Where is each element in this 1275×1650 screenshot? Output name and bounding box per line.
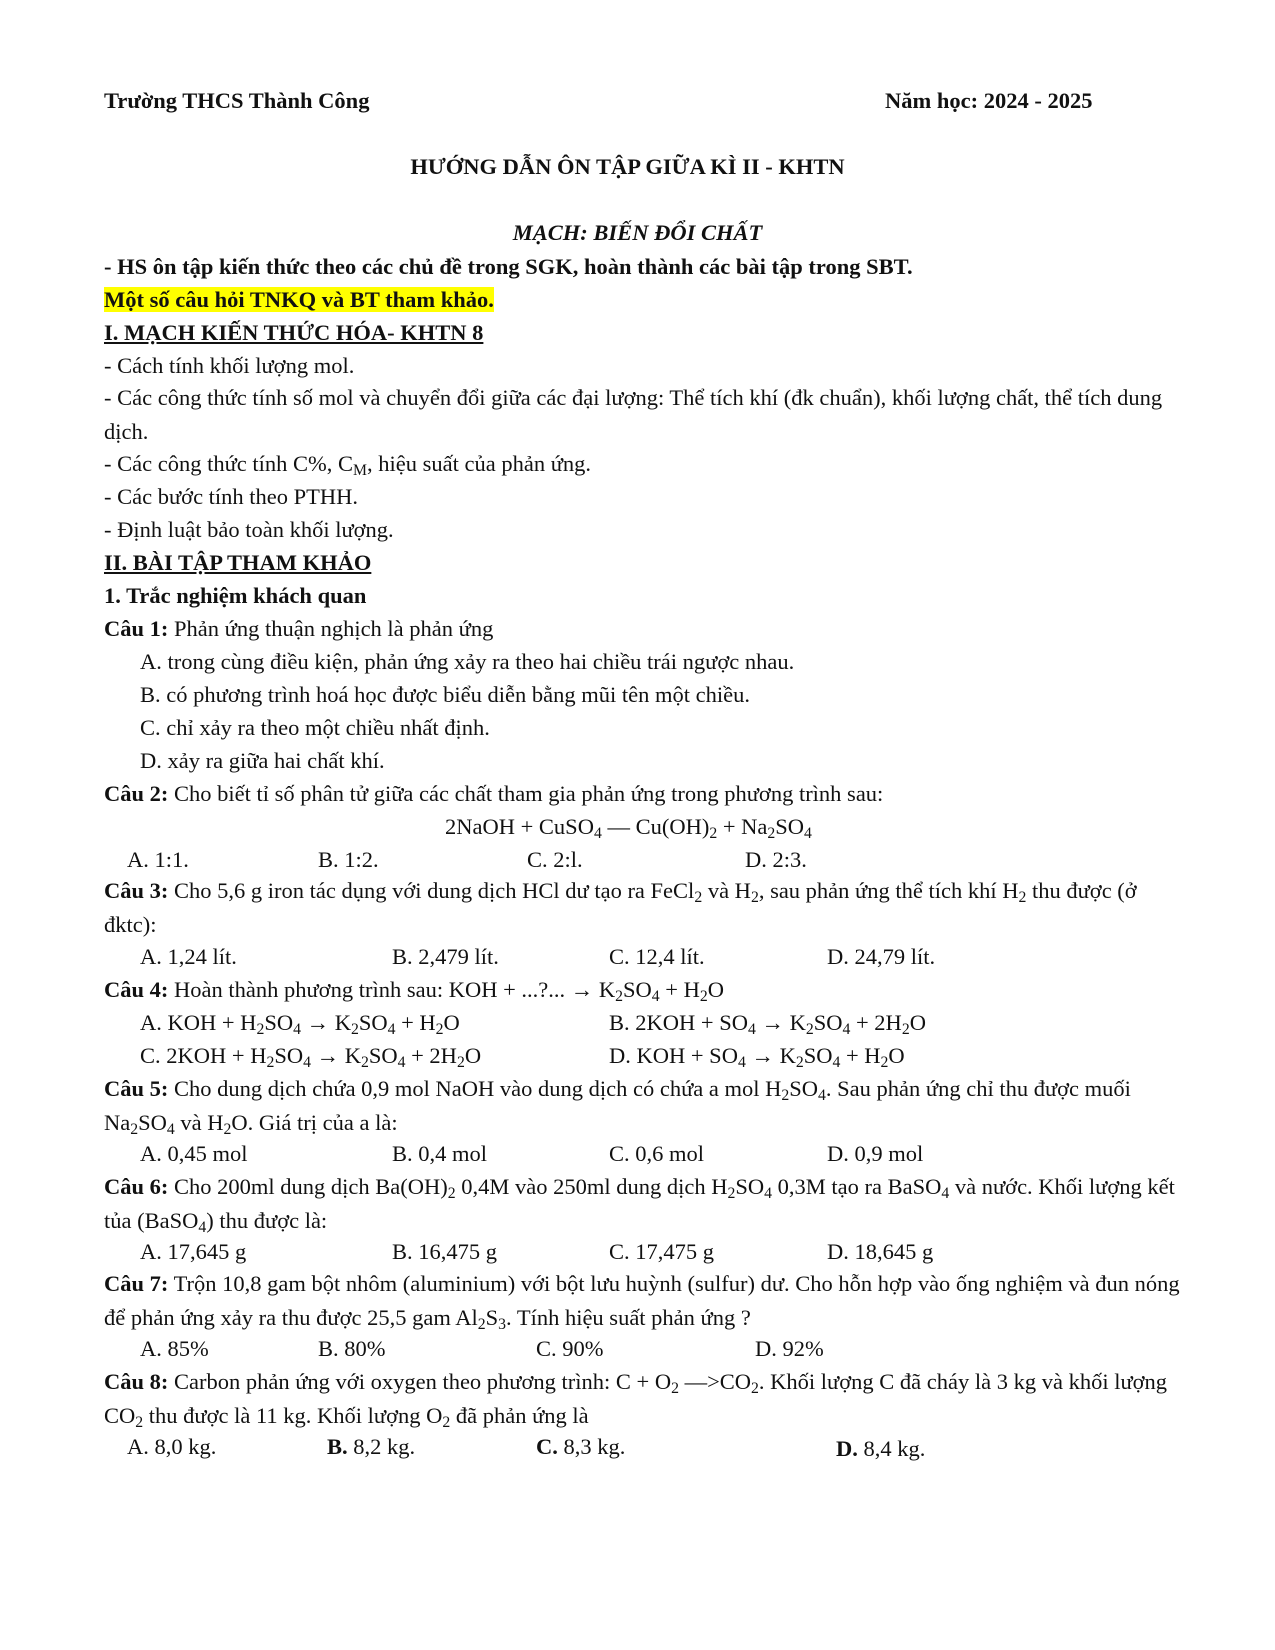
question-6: Câu 6: Cho 200ml dung dịch $Ba(OH)_2$ 0,4M vào 250ml dung dịch $H_2SO_4$ 0,3M tạo ra BaSO$_4$ và nước. Khối lượng kết tủa (BaSO$_4$) thu được là:: [104, 1174, 1175, 1236]
strand-title: MẠCH: BIẾN ĐỔI CHẤT: [512, 220, 763, 245]
knowledge-item: - Các bước tính theo PTHH.: [104, 484, 359, 509]
option-b: B. 16,475 g: [392, 1239, 498, 1264]
intro-line: - HS ôn tập kiến thức theo các chủ đề trong SGK, hoàn thành các bài tập trong SBT.: [104, 254, 913, 279]
option-b: B. $2KOH + SO_4 \to K_2SO_4 + 2H_2O$: [609, 1010, 926, 1038]
option-b: B. có phương trình hoá học được biểu diễn bằng mũi tên một chiều.: [140, 682, 750, 707]
knowledge-item: - Các công thức tính C%, $C_M$, hiệu suất của phản ứng.: [104, 451, 592, 479]
option-c: C. 17,475 g: [609, 1239, 715, 1264]
option-c: C. 8,3 kg.: [536, 1434, 626, 1459]
option-c: C. 90%: [536, 1336, 604, 1361]
question-2: Câu 2: Cho biết tỉ số phân tử giữa các chất tham gia phản ứng trong phương trình sau:: [104, 781, 884, 806]
option-b: B. 80%: [318, 1336, 386, 1361]
option-d: D. 24,79 lít.: [827, 944, 936, 969]
option-a: A. 85%: [140, 1336, 209, 1361]
question-4: Câu 4: Hoàn thành phương trình sau: KOH + ...?... → $K_2SO_4 + H_2O$: [104, 977, 724, 1005]
question-5: Câu 5: Cho dung dịch chứa 0,9 mol NaOH vào dung dịch có chứa a mol $H_2SO_4$. Sau phản ứng chỉ thu được muối $Na_2SO_4$ và $H_2O$. Giá trị của a là:: [104, 1076, 1131, 1138]
section-1-heading: I. MẠCH KIẾN THỨC HÓA- KHTN 8: [104, 320, 484, 345]
equation: 2NaOH + CuSO$_4$ — $Cu(OH)_2 + Na_2SO_4$: [445, 814, 812, 842]
option-a: A. KOH + $H_2SO_4 \to K_2SO_4 + H_2O$: [140, 1010, 460, 1038]
section-2-heading: II. BÀI TẬP THAM KHẢO: [104, 550, 372, 575]
option-d: D. 2:3.: [745, 847, 807, 872]
option-a: A. 17,645 g: [140, 1239, 247, 1264]
knowledge-item: - Cách tính khối lượng mol.: [104, 353, 355, 378]
question-1: Câu 1: Phản ứng thuận nghịch là phản ứng: [104, 616, 494, 641]
knowledge-item: - Định luật bảo toàn khối lượng.: [104, 517, 394, 542]
question-7: Câu 7: Trộn 10,8 gam bột nhôm (aluminium) với bột lưu huỳnh (sulfur) dư. Cho hỗn hợp vào ống nghiệm và đun nóng để phản ứng xảy ra thu được 25,5 gam $Al_2S_3$. Tính hiệu suất phản ứng ?: [104, 1271, 1180, 1333]
school-name: Trường THCS Thành Công: [104, 88, 370, 113]
option-c: C. $2KOH + H_2SO_4 \to K_2SO_4 + 2H_2O$: [140, 1043, 482, 1071]
option-a: A. 0,45 mol: [140, 1141, 248, 1166]
option-a: A. 1,24 lít.: [140, 944, 237, 969]
option-a: A. 8,0 kg.: [127, 1434, 217, 1459]
question-3: Câu 3: Cho 5,6 g iron tác dụng với dung dịch HCl dư tạo ra FeCl$_2$ và $H_2$, sau phản ứng thể tích khí $H_2$ thu được (ở đktc):: [104, 878, 1137, 937]
page-title: HƯỚNG DẪN ÔN TẬP GIỮA KÌ II - KHTN: [410, 154, 845, 179]
option-b: B. 8,2 kg.: [327, 1434, 416, 1459]
option-b: B. 2,479 lít.: [392, 944, 499, 969]
option-d: D. 92%: [755, 1336, 824, 1361]
option-c: C. 2:l.: [527, 847, 583, 872]
knowledge-item: - Các công thức tính số mol và chuyển đổi giữa các đại lượng: Thể tích khí (đk chuẩn), khối lượng chất, thể tích dung dịch.: [104, 385, 1163, 444]
option-d: D. 18,645 g: [827, 1239, 934, 1264]
option-b: B. 0,4 mol: [392, 1141, 488, 1166]
option-a: A. 1:1.: [127, 847, 189, 872]
option-c: C. 12,4 lít.: [609, 944, 705, 969]
option-d: D. 0,9 mol: [827, 1141, 924, 1166]
highlight-line: Một số câu hỏi TNKQ và BT tham khảo.: [104, 287, 494, 312]
option-d: D. xảy ra giữa hai chất khí.: [140, 748, 385, 773]
question-8: Câu 8: Carbon phản ứng với oxygen theo phương trình: $C + O_2$ $—>CO_2$. Khối lượng C đã cháy là 3 kg và khối lượng $CO_2$ thu được là 11 kg. Khối lượng $O_2$ đã phản ứng là: [104, 1369, 1168, 1431]
mcq-subheading: 1. Trắc nghiệm khách quan: [104, 583, 367, 608]
option-c: C. chỉ xảy ra theo một chiều nhất định.: [140, 715, 490, 740]
option-d: D. KOH + $SO_4 \to K_2SO_4 + H_2O$: [609, 1043, 905, 1071]
school-year: Năm học: 2024 - 2025: [885, 88, 1093, 113]
option-a: A. trong cùng điều kiện, phản ứng xảy ra theo hai chiều trái ngược nhau.: [140, 649, 795, 674]
option-b: B. 1:2.: [318, 847, 379, 872]
option-c: C. 0,6 mol: [609, 1141, 705, 1166]
option-d: D. 8,4 kg.: [836, 1436, 926, 1461]
